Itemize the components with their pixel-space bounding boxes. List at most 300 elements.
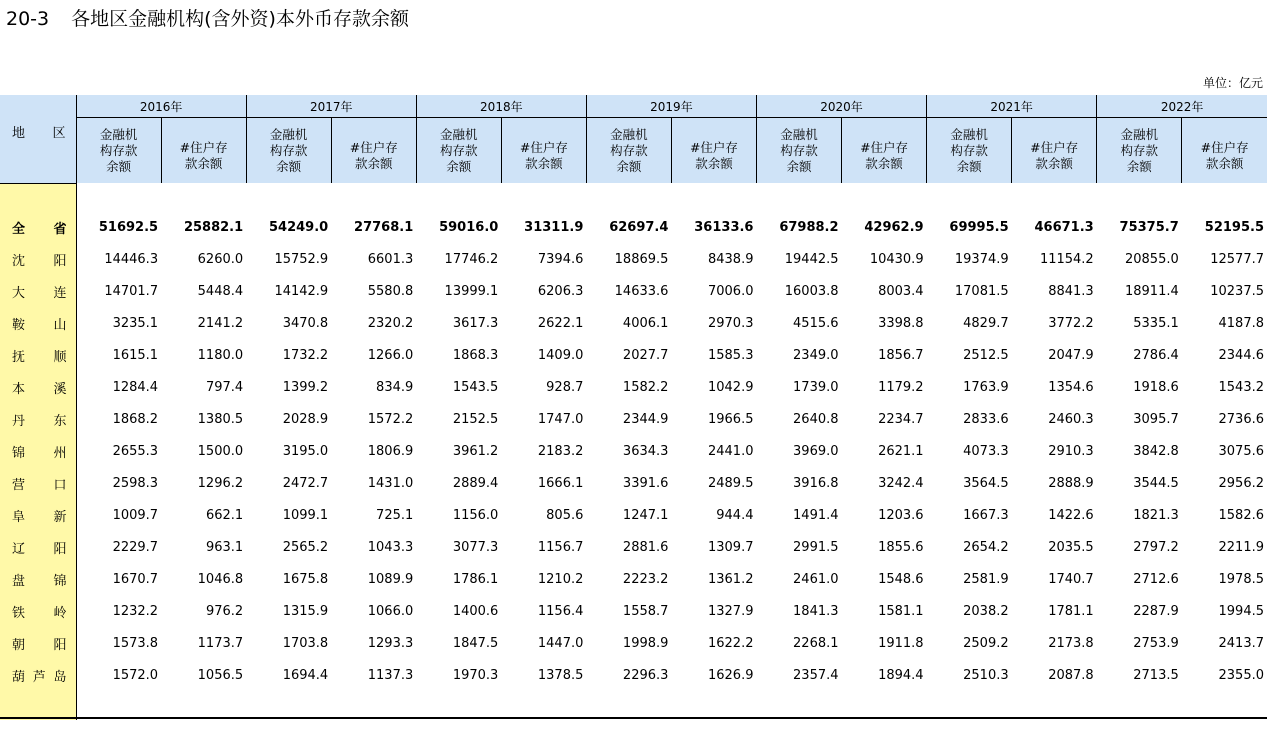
region-name-char: 盘: [12, 574, 26, 589]
region-name: [0, 500, 76, 532]
household-deposit-value: 662.1: [205, 508, 244, 523]
spacer-cell: [501, 692, 586, 720]
institution-deposit-value: 1400.6: [452, 604, 499, 619]
table-row: [0, 468, 1267, 500]
region-name-char: 阜: [12, 510, 26, 525]
household-deposit-value: 2047.9: [1048, 348, 1094, 363]
col-header-line: #住户存: [519, 139, 568, 155]
region-name-char: 顺: [53, 350, 67, 365]
institution-deposit-value: 69995.5: [949, 220, 1009, 235]
household-deposit-value: 1203.6: [878, 508, 924, 523]
col-header-line: 余额: [276, 158, 302, 174]
institution-deposit-value: 14142.9: [274, 284, 329, 299]
household-deposit-value: 27768.1: [354, 220, 414, 235]
institution-deposit-value: 2461.0: [793, 572, 839, 587]
household-deposit-value: 6601.3: [367, 252, 414, 267]
institution-deposit-value: 1558.7: [622, 604, 669, 619]
household-deposit-value: 1409.0: [537, 348, 584, 363]
household-deposit-value: 725.1: [376, 508, 414, 523]
household-deposit-value: 834.9: [376, 380, 414, 395]
region-header-char: 区: [52, 126, 66, 142]
institution-deposit-value: 2797.2: [1133, 540, 1179, 555]
region-name-char: 锦: [53, 574, 67, 589]
institution-deposit-value: 3916.8: [793, 476, 839, 491]
household-deposit-value: 1361.2: [707, 572, 754, 587]
household-deposit-value: 2183.2: [537, 444, 584, 459]
household-deposit-value: 2173.8: [1048, 636, 1094, 651]
household-deposit-value: 928.7: [546, 380, 584, 395]
region-name: [0, 340, 76, 372]
institution-deposit-value: 2640.8: [793, 412, 839, 427]
spacer-cell: [671, 692, 756, 720]
institution-deposit-value: 1841.3: [793, 604, 839, 619]
region-header-char: 地: [12, 126, 26, 142]
household-deposit-value: 1548.6: [878, 572, 924, 587]
spacer-cell: [246, 183, 331, 212]
institution-deposit-value: 1582.2: [622, 380, 669, 395]
table-row: [0, 276, 1267, 308]
col-header-household-deposits: [671, 118, 756, 184]
household-deposit-value: 11154.2: [1039, 252, 1094, 267]
col-header-line: #住户存: [1030, 139, 1079, 155]
household-deposit-value: 1089.9: [367, 572, 414, 587]
household-deposit-value: 8438.9: [707, 252, 754, 267]
household-deposit-value: 805.6: [546, 508, 584, 523]
institution-deposit-value: 2889.4: [452, 476, 499, 491]
region-name-char: 丹: [12, 414, 26, 429]
table-row: [0, 244, 1267, 276]
spacer-cell: [586, 692, 671, 720]
region-name-char: 口: [53, 478, 67, 493]
spacer-cell: [76, 692, 161, 720]
year-header: 2021年: [927, 95, 1097, 118]
region-header: [0, 95, 76, 183]
household-deposit-value: 2087.8: [1048, 668, 1094, 683]
institution-deposit-value: 1918.6: [1133, 380, 1179, 395]
table-row: [0, 404, 1267, 436]
institution-deposit-value: 2713.5: [1133, 668, 1179, 683]
institution-deposit-value: 51692.5: [98, 220, 159, 235]
household-deposit-value: 1622.2: [707, 636, 754, 651]
col-header-line: 金融机: [99, 126, 138, 142]
institution-deposit-value: 2833.6: [963, 412, 1009, 427]
household-deposit-value: 1179.2: [878, 380, 924, 395]
institution-deposit-value: 4006.1: [622, 316, 669, 331]
col-header-household-deposits: [331, 118, 416, 184]
col-header-institution-deposits: [927, 118, 1012, 184]
household-deposit-value: 1911.8: [878, 636, 924, 651]
institution-deposit-value: 1399.2: [282, 380, 329, 395]
page-title: [6, 4, 409, 31]
col-header-line: 款余额: [1205, 155, 1244, 171]
institution-deposit-value: 1615.1: [112, 348, 159, 363]
region-name-char: 阳: [53, 254, 67, 269]
region-name-char: 连: [53, 286, 67, 301]
institution-deposit-value: 1284.4: [112, 380, 159, 395]
household-deposit-value: 1666.1: [537, 476, 584, 491]
region-name: [0, 404, 76, 436]
household-deposit-value: 3772.2: [1048, 316, 1094, 331]
household-deposit-value: 2355.0: [1218, 668, 1264, 683]
household-deposit-value: 3242.4: [878, 476, 924, 491]
institution-deposit-value: 2654.2: [963, 540, 1009, 555]
table-row: [0, 660, 1267, 692]
household-deposit-value: 1572.2: [367, 412, 414, 427]
table-row: [0, 340, 1267, 372]
institution-deposit-value: 1315.9: [282, 604, 329, 619]
region-name: [0, 596, 76, 628]
col-header-line: 金融机: [950, 126, 988, 142]
household-deposit-value: 2489.5: [707, 476, 754, 491]
region-name: [0, 276, 76, 308]
household-deposit-value: 1966.5: [707, 412, 754, 427]
institution-deposit-value: 1739.0: [793, 380, 839, 395]
institution-deposit-value: 1572.0: [112, 668, 159, 683]
institution-deposit-value: 3470.8: [282, 316, 329, 331]
institution-deposit-value: 2655.3: [112, 444, 159, 459]
household-deposit-value: 1740.7: [1048, 572, 1094, 587]
institution-deposit-value: 2712.6: [1133, 572, 1179, 587]
region-name-char: 朝: [12, 638, 26, 653]
col-header-line: 款余额: [865, 155, 903, 171]
deposit-table: [0, 95, 1267, 720]
institution-deposit-value: 3544.5: [1133, 476, 1179, 491]
institution-deposit-value: 1156.0: [452, 508, 499, 523]
bottom-rule: [0, 717, 1267, 719]
table-row: [0, 596, 1267, 628]
year-header: 2018年: [416, 95, 586, 118]
region-name-char: 铁: [12, 606, 26, 621]
institution-deposit-value: 1232.2: [112, 604, 159, 619]
institution-deposit-value: 2472.7: [282, 476, 329, 491]
household-deposit-value: 1066.0: [367, 604, 414, 619]
table-row: [0, 212, 1267, 244]
institution-deposit-value: 5335.1: [1133, 316, 1179, 331]
institution-deposit-value: 13999.1: [444, 284, 499, 299]
household-deposit-value: 1378.5: [537, 668, 584, 683]
col-header-line: 款余额: [354, 155, 393, 171]
institution-deposit-value: 1670.7: [112, 572, 159, 587]
household-deposit-value: 1447.0: [537, 636, 584, 651]
household-deposit-value: 2441.0: [707, 444, 754, 459]
household-deposit-value: 1156.4: [537, 604, 584, 619]
spacer-cell: [842, 692, 927, 720]
household-deposit-value: 52195.5: [1204, 220, 1264, 235]
spacer-cell: [1182, 183, 1267, 212]
institution-deposit-value: 1732.2: [282, 348, 329, 363]
household-deposit-value: 46671.3: [1034, 220, 1094, 235]
region-name: [0, 244, 76, 276]
household-deposit-value: 1747.0: [537, 412, 584, 427]
institution-deposit-value: 2753.9: [1133, 636, 1179, 651]
col-header-line: 构存款: [610, 142, 648, 158]
institution-deposit-value: 62697.4: [609, 220, 669, 235]
spacer-cell: [927, 183, 1012, 212]
household-deposit-value: 1354.6: [1048, 380, 1094, 395]
col-header-line: #住户存: [179, 139, 228, 155]
col-header-household-deposits: [1012, 118, 1097, 184]
household-deposit-value: 25882.1: [183, 220, 244, 235]
region-name: [0, 372, 76, 404]
institution-deposit-value: 3564.5: [963, 476, 1009, 491]
household-deposit-value: 1043.3: [367, 540, 414, 555]
institution-deposit-value: 3961.2: [452, 444, 499, 459]
household-deposit-value: 963.1: [205, 540, 244, 555]
institution-deposit-value: 1763.9: [963, 380, 1009, 395]
institution-deposit-value: 2512.5: [963, 348, 1009, 363]
spacer-cell: [246, 692, 331, 720]
household-deposit-value: 1431.0: [367, 476, 414, 491]
col-header-line: 金融机: [610, 126, 648, 142]
col-header-line: 构存款: [950, 142, 988, 158]
household-deposit-value: 7006.0: [707, 284, 754, 299]
region-name-char: 新: [53, 510, 67, 525]
region-name-char: 大: [12, 286, 26, 301]
institution-deposit-value: 2223.2: [622, 572, 669, 587]
unit-label: 单位：亿元: [1202, 76, 1263, 90]
household-deposit-value: 2141.2: [197, 316, 244, 331]
region-name: [0, 436, 76, 468]
col-header-line: 构存款: [1120, 142, 1158, 158]
institution-deposit-value: 2881.6: [622, 540, 669, 555]
col-header-line: 余额: [616, 158, 642, 174]
col-header-line: 款余额: [184, 155, 223, 171]
household-deposit-value: 1581.1: [878, 604, 924, 619]
region-name-char: 辽: [12, 542, 26, 557]
region-name: [0, 660, 76, 692]
household-deposit-value: 1266.0: [367, 348, 414, 363]
institution-deposit-value: 2786.4: [1133, 348, 1179, 363]
col-header-line: #住户存: [1200, 139, 1249, 155]
region-name: [0, 628, 76, 660]
household-deposit-value: 1293.3: [367, 636, 414, 651]
spacer-cell: [76, 183, 161, 212]
institution-deposit-value: 2287.9: [1133, 604, 1179, 619]
household-deposit-value: 2970.3: [707, 316, 754, 331]
spacer-cell: [1097, 692, 1182, 720]
spacer-cell: [927, 692, 1012, 720]
col-header-institution-deposits: [756, 118, 841, 184]
household-deposit-value: 2622.1: [537, 316, 584, 331]
institution-deposit-value: 2028.9: [282, 412, 329, 427]
region-name-char: 鞍: [12, 318, 26, 333]
spacer-cell: [331, 183, 416, 212]
household-deposit-value: 2910.3: [1048, 444, 1094, 459]
col-header-institution-deposits: [76, 118, 161, 184]
institution-deposit-value: 19374.9: [954, 252, 1009, 267]
institution-deposit-value: 2510.3: [963, 668, 1009, 683]
col-header-line: 金融机: [780, 126, 818, 142]
household-deposit-value: 1309.7: [707, 540, 754, 555]
spacer-cell: [842, 183, 927, 212]
institution-deposit-value: 75375.7: [1119, 220, 1179, 235]
household-deposit-value: 1327.9: [707, 604, 754, 619]
household-deposit-value: 976.2: [205, 604, 244, 619]
region-name-char: 沈: [12, 254, 26, 269]
household-deposit-value: 2956.2: [1218, 476, 1264, 491]
household-deposit-value: 1180.0: [197, 348, 244, 363]
institution-deposit-value: 4073.3: [963, 444, 1009, 459]
institution-deposit-value: 1703.8: [282, 636, 329, 651]
year-header: 2019年: [586, 95, 756, 118]
region-name-char: 抚: [12, 350, 26, 365]
spacer-cell: [756, 183, 841, 212]
institution-deposit-value: 2038.2: [963, 604, 1009, 619]
institution-deposit-value: 1491.4: [793, 508, 839, 523]
col-header-line: 金融机: [1120, 126, 1158, 142]
spacer-cell: [756, 692, 841, 720]
institution-deposit-value: 2565.2: [282, 540, 329, 555]
institution-deposit-value: 18911.4: [1124, 284, 1179, 299]
institution-deposit-value: 3617.3: [452, 316, 499, 331]
region-name: [0, 564, 76, 596]
household-deposit-value: 8841.3: [1048, 284, 1094, 299]
spacer-cell: [1012, 692, 1097, 720]
col-header-line: 构存款: [99, 142, 138, 158]
household-deposit-value: 1543.2: [1218, 380, 1264, 395]
col-header-line: 款余额: [525, 155, 563, 171]
year-header: 2017年: [246, 95, 416, 118]
institution-deposit-value: 2349.0: [793, 348, 839, 363]
household-deposit-value: 42962.9: [864, 220, 924, 235]
spacer-cell: [1182, 692, 1267, 720]
institution-deposit-value: 1786.1: [452, 572, 499, 587]
household-deposit-value: 36133.6: [694, 220, 754, 235]
spacer-cell: [161, 692, 246, 720]
institution-deposit-value: 67988.2: [779, 220, 839, 235]
table-row: [0, 372, 1267, 404]
household-deposit-value: 1781.1: [1048, 604, 1094, 619]
household-deposit-value: 6206.3: [537, 284, 584, 299]
institution-deposit-value: 1847.5: [452, 636, 499, 651]
institution-deposit-value: 3077.3: [452, 540, 499, 555]
institution-deposit-value: 1694.4: [282, 668, 329, 683]
table-title: 各地区金融机构(含外资)本外币存款余额: [71, 8, 409, 30]
household-deposit-value: 2888.9: [1048, 476, 1094, 491]
region-name-char: 全: [12, 222, 26, 237]
spacer-cell: [671, 183, 756, 212]
institution-deposit-value: 16003.8: [784, 284, 839, 299]
region-name: [0, 532, 76, 564]
institution-deposit-value: 4829.7: [963, 316, 1009, 331]
household-deposit-value: 3398.8: [878, 316, 924, 331]
household-deposit-value: 1210.2: [537, 572, 584, 587]
institution-deposit-value: 2509.2: [963, 636, 1009, 651]
year-header: 2016年: [76, 95, 246, 118]
household-deposit-value: 1582.6: [1218, 508, 1264, 523]
col-header-line: 金融机: [440, 126, 478, 142]
household-deposit-value: 1422.6: [1048, 508, 1094, 523]
household-deposit-value: 944.4: [716, 508, 754, 523]
col-header-line: 余额: [1126, 158, 1152, 174]
col-header-household-deposits: [842, 118, 927, 184]
region-name: [0, 468, 76, 500]
institution-deposit-value: 2991.5: [793, 540, 839, 555]
spacer-cell: [331, 692, 416, 720]
household-deposit-value: 1056.5: [197, 668, 244, 683]
household-deposit-value: 2211.9: [1218, 540, 1264, 555]
region-spacer: [0, 183, 76, 212]
table-row: [0, 500, 1267, 532]
household-deposit-value: 2035.5: [1048, 540, 1094, 555]
household-deposit-value: 1978.5: [1218, 572, 1264, 587]
institution-deposit-value: 1667.3: [963, 508, 1009, 523]
household-deposit-value: 8003.4: [878, 284, 924, 299]
institution-deposit-value: 18869.5: [614, 252, 669, 267]
institution-deposit-value: 19442.5: [784, 252, 839, 267]
institution-deposit-value: 1970.3: [452, 668, 499, 683]
col-header-line: 构存款: [269, 142, 308, 158]
region-spacer: [0, 692, 76, 720]
institution-deposit-value: 2598.3: [112, 476, 159, 491]
region-name-char: 阳: [53, 638, 67, 653]
col-header-line: 余额: [956, 158, 982, 174]
household-deposit-value: 10430.9: [869, 252, 924, 267]
household-deposit-value: 1894.4: [878, 668, 924, 683]
spacer-cell: [1012, 183, 1097, 212]
institution-deposit-value: 1573.8: [112, 636, 159, 651]
region-name: [0, 212, 76, 244]
region-name-char: 东: [53, 414, 67, 429]
institution-deposit-value: 3095.7: [1133, 412, 1179, 427]
household-deposit-value: 2460.3: [1048, 412, 1094, 427]
region-name-char: 锦: [12, 446, 26, 461]
region-name-char: 芦: [32, 670, 46, 685]
region-name-char: 省: [53, 222, 67, 237]
household-deposit-value: 1626.9: [707, 668, 754, 683]
household-deposit-value: 1137.3: [367, 668, 414, 683]
institution-deposit-value: 1868.3: [452, 348, 499, 363]
institution-deposit-value: 2027.7: [622, 348, 669, 363]
region-name-char: 本: [12, 382, 26, 397]
col-header-household-deposits: [161, 118, 246, 184]
region-name-char: 阳: [53, 542, 67, 557]
household-deposit-value: 12577.7: [1210, 252, 1264, 267]
household-deposit-value: 4187.8: [1218, 316, 1264, 331]
household-deposit-value: 2413.7: [1218, 636, 1264, 651]
col-header-line: #住户存: [349, 139, 398, 155]
col-header-institution-deposits: [246, 118, 331, 184]
table-row: [0, 308, 1267, 340]
col-header-household-deposits: [1182, 118, 1267, 184]
household-deposit-value: 2344.6: [1218, 348, 1264, 363]
institution-deposit-value: 1247.1: [622, 508, 669, 523]
table-number: 20-3: [6, 8, 50, 30]
institution-deposit-value: 2344.9: [622, 412, 669, 427]
institution-deposit-value: 2357.4: [793, 668, 839, 683]
institution-deposit-value: 59016.0: [439, 220, 499, 235]
institution-deposit-value: 3391.6: [622, 476, 669, 491]
spacer-cell: [161, 183, 246, 212]
household-deposit-value: 1500.0: [197, 444, 244, 459]
col-header-institution-deposits: [1097, 118, 1182, 184]
region-name-char: 山: [53, 318, 67, 333]
institution-deposit-value: 54249.0: [268, 220, 329, 235]
region-name-char: 溪: [53, 382, 67, 397]
household-deposit-value: 10237.5: [1210, 284, 1264, 299]
institution-deposit-value: 15752.9: [274, 252, 329, 267]
household-deposit-value: 1806.9: [367, 444, 414, 459]
table-row: [0, 564, 1267, 596]
institution-deposit-value: 3195.0: [282, 444, 329, 459]
institution-deposit-value: 17081.5: [954, 284, 1009, 299]
institution-deposit-value: 14446.3: [104, 252, 159, 267]
col-header-institution-deposits: [586, 118, 671, 184]
table-row: [0, 436, 1267, 468]
household-deposit-value: 797.4: [205, 380, 244, 395]
col-header-line: #住户存: [689, 139, 738, 155]
institution-deposit-value: 2581.9: [963, 572, 1009, 587]
